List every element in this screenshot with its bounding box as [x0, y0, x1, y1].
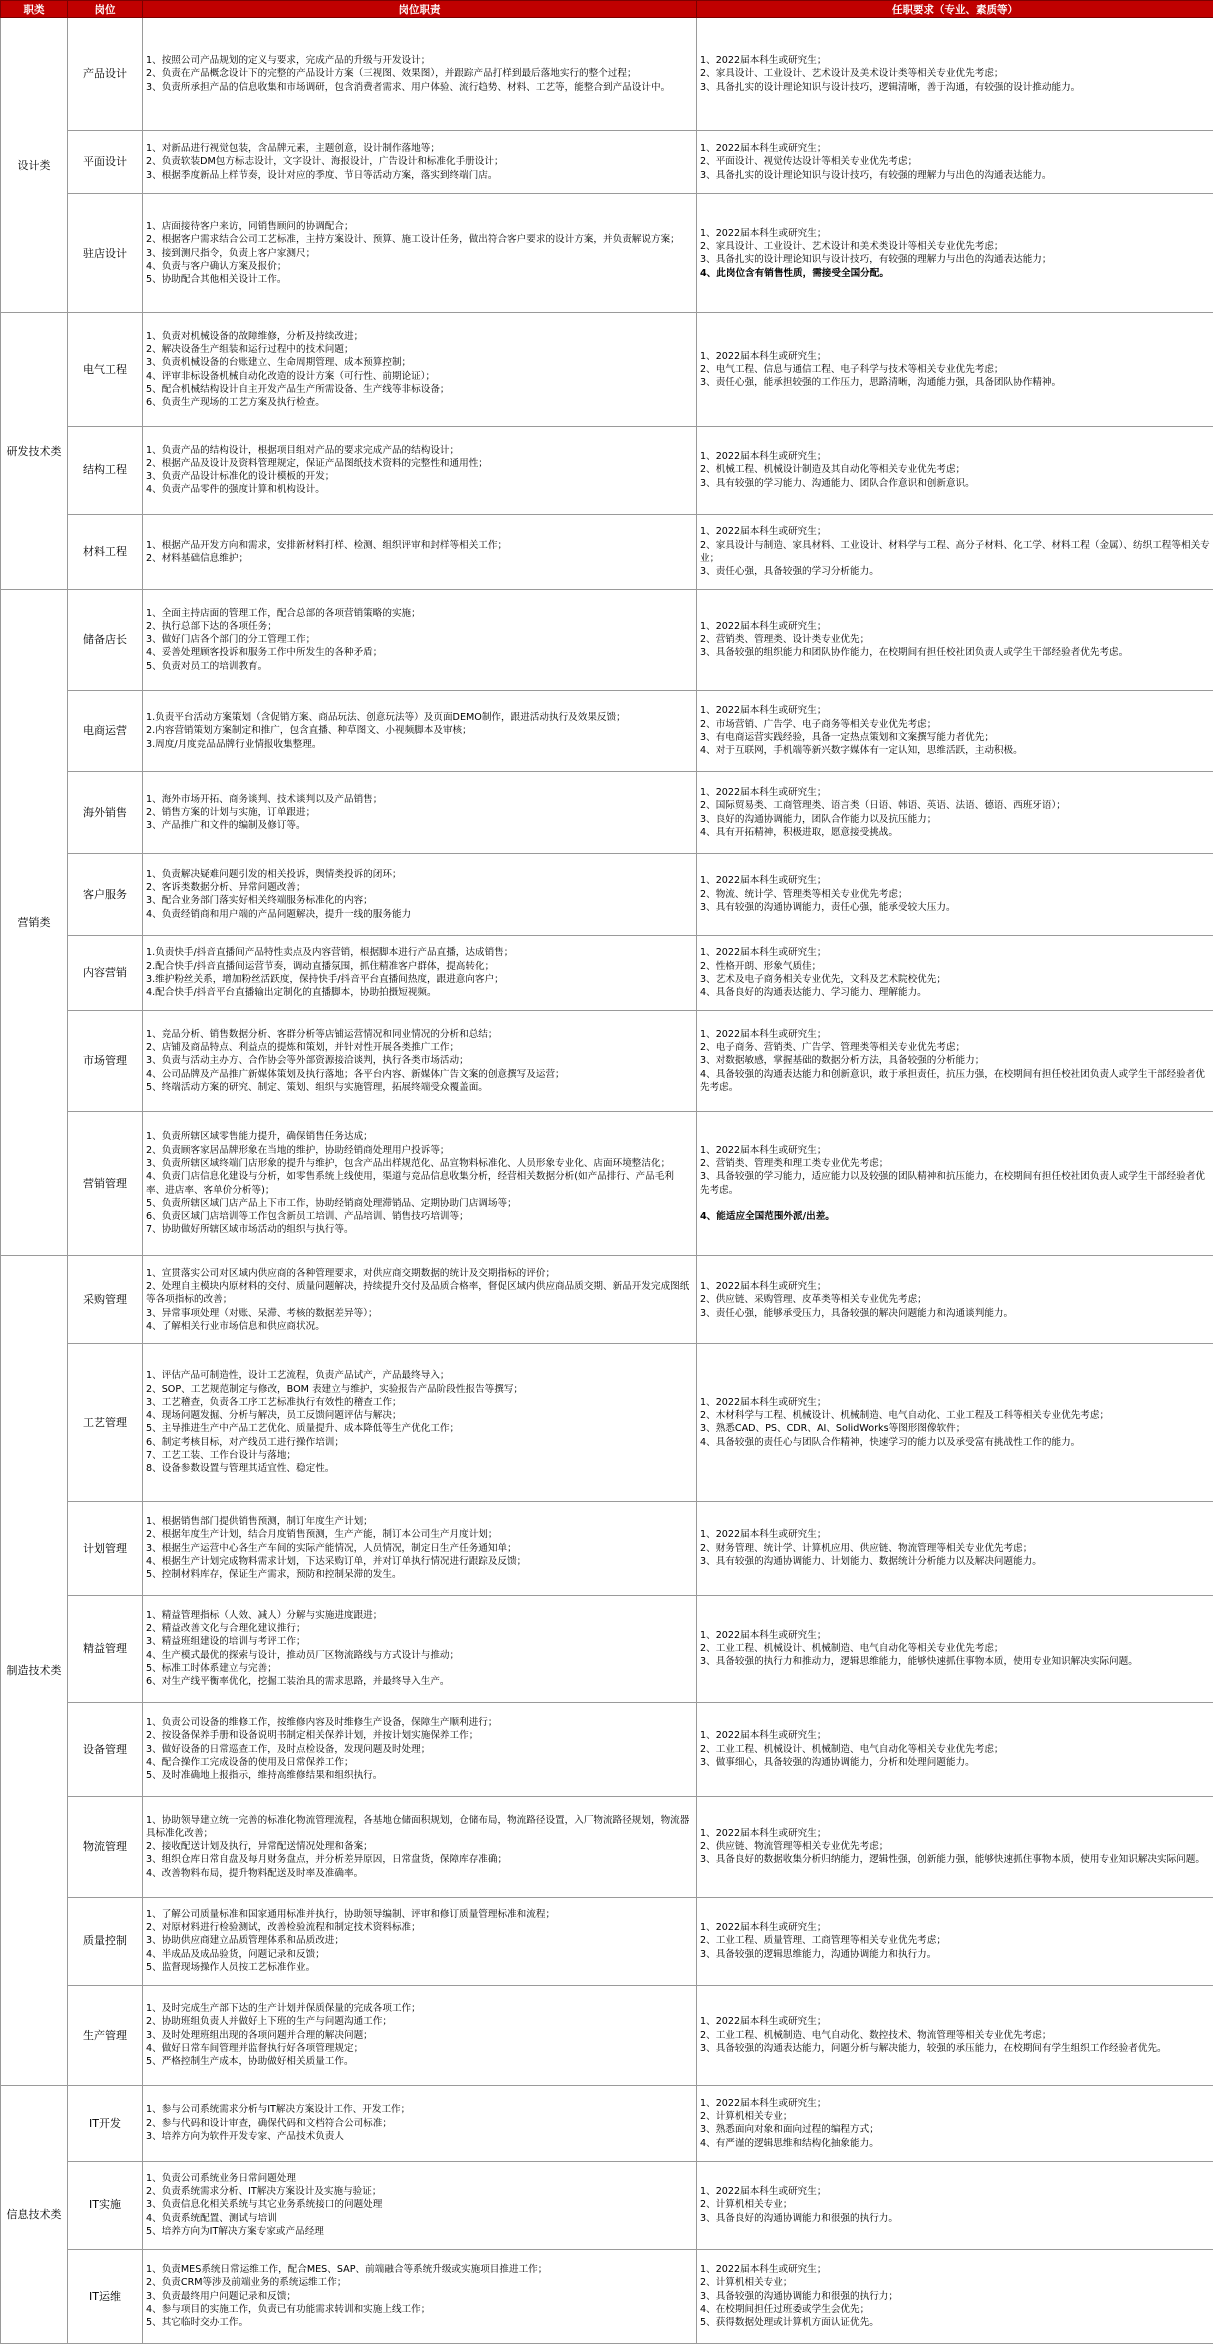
requirement-line: 2、工业工程、机械设计、机械制造、电气自动化等相关专业优先考虑；	[700, 1643, 1004, 1655]
requirements-cell	[697, 514, 1213, 589]
position-cell: 质量控制	[68, 1897, 143, 1985]
duty-line: 1、负责产品的结构设计，根据项目组对产品的要求完成产品的结构设计；	[146, 444, 460, 456]
duties-cell	[143, 1702, 697, 1796]
position-cell: 产品设计	[68, 18, 143, 131]
duty-line: 2、客诉类数据分析、异常问题改善；	[146, 882, 306, 894]
requirement-line: 2、国际贸易类、工商管理类、语言类（日语、韩语、英语、法语、德语、西班牙语）；	[700, 800, 1066, 812]
duty-line: 2、负责软装DM包方标志设计，文字设计、海报设计，广告设计和标准化手册设计；	[146, 156, 504, 168]
duty-line: 1、协助领导建立统一完善的标准化物流管理流程，各基地仓储面积规划，仓储布局，物流路径设置，入厂物流路径规划，物流器具标准化改善；	[146, 1814, 690, 1839]
requirement-line: 3、具备较强的沟通表达能力，问题分析与解决能力，较强的承压能力，在校期间有学生组织工作经验者优先。	[700, 2043, 1167, 2054]
duty-line: 1、海外市场开拓、商务谈判、技术谈判以及产品销售；	[146, 793, 383, 805]
duty-line: 5、培养方向为IT解决方案专家或产品经理	[146, 2226, 324, 2238]
requirement-line: 1、2022届本科生或研究生；	[700, 1028, 827, 1040]
duty-line: 2、解决设备生产组装和运行过程中的技术问题；	[146, 343, 354, 355]
requirement-line: 3、具备良好的数据收集分析归纳能力，逻辑性强，创新能力强，能够快速抓住事物本质，使用专业知识解决实际问题。	[700, 1854, 1205, 1866]
requirement-line: 4、此岗位含有销售性质，需接受全国分配。	[700, 267, 889, 279]
duty-line: 2、销售方案的计划与实施，订单跟进；	[146, 807, 316, 819]
duty-line: 2、按设备保养手册和设备说明书制定相关保养计划，并按计划实施保养工作；	[146, 1730, 479, 1742]
duty-line: 3.周度/月度竞品品牌行业情报收集整理。	[146, 738, 322, 750]
category-cell: 制造技术类	[1, 1256, 68, 2086]
position-cell: 电气工程	[68, 313, 143, 426]
requirements-cell	[697, 426, 1213, 514]
duty-line: 1、负责所辖区域零售能力提升，确保销售任务达成；	[146, 1131, 373, 1143]
duty-line: 5、控制材料库存，保证生产需求，预防和控制呆滞的发生。	[146, 1569, 402, 1581]
requirement-line: 5、获得数据处理或计算机方面认证优先。	[700, 2317, 879, 2329]
duty-line: 2、协助班组负责人并做好上下班的生产与问题沟通工作；	[146, 2016, 392, 2028]
duty-line: 4、参与项目的实施工作，负责已有功能需求转训和实施上线工作；	[146, 2303, 431, 2315]
duty-line: 4.配合快手/抖音平台直播输出定制化的直播脚本，协助拍摄短视频。	[146, 987, 437, 999]
duty-line: 4、配合操作工完成设备的使用及日常保养工作；	[146, 1756, 354, 1768]
duty-line: 1、全面主持店面的管理工作，配合总部的各项营销策略的实施；	[146, 607, 421, 619]
requirements-cell	[697, 1256, 1213, 1344]
table-row	[1, 935, 1213, 1010]
duties-cell	[143, 1796, 697, 1897]
position-cell: 市场管理	[68, 1011, 143, 1112]
duty-line: 1、负责公司系统业务日常问题处理	[146, 2172, 297, 2184]
duty-line: 5、负责所辖区域门店产品上下市工作，协助经销商处理滞销品、定期协助门店调场等；	[146, 1197, 517, 1209]
requirement-line: 2、计算机相关专业；	[700, 2199, 793, 2211]
duty-line: 3、工艺稽查，负责各工序工艺标准执行有效性的稽查工作；	[146, 1396, 402, 1408]
requirement-line: 3、熟悉面向对象和面向过程的编程方式；	[700, 2124, 879, 2136]
requirement-line: 2、家具设计与制造、家具材料、工业设计、材料学与工程、高分子材料、化工学、材料工程（金属）、纺织工程等相关专业；	[700, 539, 1210, 564]
duty-line: 5、其它临时交办工作。	[146, 2317, 249, 2329]
duties-cell	[143, 194, 697, 313]
duties-cell	[143, 1985, 697, 2086]
table-row	[1, 1897, 1213, 1985]
requirement-line: 2、电子商务、营销类、广告学、管理类等相关专业优先考虑；	[700, 1042, 966, 1054]
duty-line: 6、负责区域门店培训等工作包含新员工培训、产品培训、销售技巧培训等；	[146, 1211, 469, 1223]
header-category: 职类	[1, 1, 68, 18]
requirements-cell	[697, 590, 1213, 691]
duty-line: 2、执行总部下达的各项任务；	[146, 620, 277, 632]
requirement-line: 4、能适应全国范围外派/出差。	[700, 1211, 835, 1223]
requirement-line: 4、在校期间担任过班委或学生会优先；	[700, 2303, 870, 2315]
duty-line: 5、配合机械结构设计自主开发产品生产所需设备、生产线等非标设备；	[146, 383, 450, 395]
duty-line: 1、负责对机械设备的故障维修，分析及持续改进；	[146, 330, 364, 342]
duty-line: 4、负责经销商和用户端的产品问题解决，提升一线的服务能力	[146, 908, 412, 920]
requirements-cell	[697, 1501, 1213, 1595]
duties-cell	[143, 131, 697, 194]
duty-line: 2.内容营销策划方案制定和推广，包含直播、种草图文、小视频脚本及审核；	[146, 725, 472, 737]
requirement-line: 1、2022届本科生或研究生；	[700, 620, 827, 632]
table-row	[1, 1796, 1213, 1897]
requirement-line: 1、2022届本科生或研究生；	[700, 705, 827, 717]
position-cell: 采购管理	[68, 1256, 143, 1344]
header-position: 岗位	[68, 1, 143, 18]
requirement-line: 2、家具设计、工业设计、艺术设计及美术设计类等相关专业优先考虑；	[700, 68, 1004, 80]
requirements-cell	[697, 1344, 1213, 1501]
duties-cell	[143, 1501, 697, 1595]
table-row	[1, 1256, 1213, 1344]
duties-cell	[143, 313, 697, 426]
duty-line: 2、根据产品及设计及资料管理规定，保证产品图纸技术资料的完整性和通用性；	[146, 457, 488, 469]
requirement-line: 1、2022届本科生或研究生；	[700, 526, 827, 538]
requirement-line: 2、供应链、采购管理、皮革类等相关专业优先考虑；	[700, 1294, 927, 1306]
duties-cell	[143, 1256, 697, 1344]
position-cell: 工艺管理	[68, 1344, 143, 1501]
requirement-line: 3、具备较强的逻辑思维能力，沟通协调能力和执行力。	[700, 1948, 937, 1960]
position-cell: 设备管理	[68, 1702, 143, 1796]
duties-cell	[143, 690, 697, 772]
requirement-line: 3、具备较强的组织能力和团队协作能力，在校期间有担任校社团负责人或学生干部经验者优先考虑。	[700, 647, 1129, 659]
requirement-line: 2、计算机相关专业；	[700, 2111, 793, 2123]
requirement-line: 3、责任心强，能够承受压力，具备较强的解决问题能力和沟通谈判能力。	[700, 1307, 1014, 1319]
duty-line: 8、设备参数设置与管理其适宜性、稳定性。	[146, 1463, 335, 1475]
duty-line: 4、现场问题发掘、分析与解决，员工反馈问题评估与解决；	[146, 1410, 402, 1422]
table-row	[1, 1111, 1213, 1256]
duty-line: 1、负责解决疑难问题引发的相关投诉，舆情类投诉的闭环；	[146, 868, 402, 880]
requirement-line: 3、责任心强，能承担较强的工作压力，思路清晰，沟通能力强，具备团队协作精神。	[700, 377, 1062, 389]
table-row	[1, 1985, 1213, 2086]
duty-line: 5、标准工时体系建立与完善；	[146, 1663, 277, 1675]
duty-line: 2、对原材料进行检验测试，改善检验流程和制定技术资料标准；	[146, 1922, 421, 1934]
requirement-line: 3、良好的沟通协调能力，团队合作能力以及抗压能力；	[700, 813, 937, 825]
duty-line: 4、改善物料布局，提升物料配送及时率及准确率。	[146, 1867, 364, 1879]
requirement-line: 1、2022届本科生或研究生；	[700, 1529, 827, 1541]
table-row	[1, 590, 1213, 691]
table-row	[1, 18, 1213, 131]
position-cell: 材料工程	[68, 514, 143, 589]
requirements-cell	[697, 935, 1213, 1010]
requirement-line: 2、财务管理、统计学、计算机应用、供应链、物流管理等相关专业优先考虑；	[700, 1542, 1033, 1554]
duties-cell	[143, 18, 697, 131]
duty-line: 5、终端活动方案的研究、制定、策划、组织与实施管理，拓展终端受众覆盖面。	[146, 1081, 488, 1093]
duty-line: 3、异常事项处理（对账、呆滞、考核的数据差异等）；	[146, 1307, 378, 1319]
requirement-line: 2、性格开朗、形象气质佳；	[700, 960, 822, 972]
duty-line: 3、及时处理班组出现的各项问题并合理的解决问题；	[146, 2029, 373, 2041]
duty-line: 2、根据客户需求结合公司工艺标准，主持方案设计、预算、施工设计任务，做出符合客户要求的设计方案，并负责解说方案；	[146, 234, 680, 246]
requirement-line: 1、2022届本科生或研究生；	[700, 350, 827, 362]
duty-line: 3、负责机械设备的台账建立、生命周期管理、成本预算控制；	[146, 357, 412, 369]
duty-line: 3、负责产品设计标准化的设计模板的开发；	[146, 471, 335, 483]
duty-line: 2、材料基础信息维护；	[146, 552, 249, 564]
requirements-cell	[697, 1897, 1213, 1985]
position-cell: 结构工程	[68, 426, 143, 514]
duties-cell	[143, 1897, 697, 1985]
requirement-line: 1、2022届本科生或研究生；	[700, 875, 827, 887]
requirements-cell	[697, 772, 1213, 854]
requirements-cell	[697, 2086, 1213, 2161]
duty-line: 3、组织仓库日常自盘及每月财务盘点，并分析差异原因，日常盘货，保障库存准确；	[146, 1854, 508, 1866]
duty-line: 2、接收配送计划及执行，异常配送情况处理和备案；	[146, 1841, 373, 1853]
duty-line: 3、产品推广和文件的编制及修订等。	[146, 820, 306, 832]
requirements-cell	[697, 1011, 1213, 1112]
requirement-line: 1、2022届本科生或研究生；	[700, 1396, 827, 1408]
requirement-line: 2、营销类、管理类、设计类专业优先；	[700, 634, 870, 646]
duty-line: 2、处理自主模块内原材料的交付、质量问题解决，持续提升交付及品质合格率，督促区域内供应商品质交期、新品开发完成图纸等各项指标的改善；	[146, 1280, 690, 1306]
position-cell: 平面设计	[68, 131, 143, 194]
requirement-line: 4、具备较强的责任心与团队合作精神，快速学习的能力以及承受富有挑战性工作的能力。	[700, 1436, 1081, 1448]
duty-line: 2、负责顾客家居品牌形象在当地的维护，协助经销商处理用户投诉等；	[146, 1144, 450, 1156]
requirements-cell	[697, 1985, 1213, 2086]
requirement-line: 3、具有较强的学习能力、沟通能力、团队合作意识和创新意识。	[700, 477, 975, 489]
duty-line: 1、评估产品可制造性，设计工艺流程，负责产品试产，产品最终导入；	[146, 1370, 450, 1382]
table-row	[1, 690, 1213, 772]
duty-line: 7、协助做好所辖区域市场活动的组织与执行等。	[146, 1224, 354, 1236]
duty-line: 1、负责公司设备的维修工作，按维修内容及时维修生产设备，保障生产顺利进行；	[146, 1717, 498, 1729]
duty-line: 4、公司品牌及产品推广新媒体策划及执行落地；各平台内容、新媒体广告文案的创意撰写及运营；	[146, 1068, 565, 1080]
requirement-line: 3、具有较强的沟通协调能力，责任心强，能承受较大压力。	[700, 902, 956, 914]
duty-line: 5、主导推进生产中产品工艺优化、质量提升、成本降低等生产优化工作；	[146, 1423, 460, 1435]
requirement-line: 1、2022届本科生或研究生；	[700, 2097, 827, 2109]
duties-cell	[143, 1011, 697, 1112]
duty-line: 3、根据季度新品上样节奏，设计对应的季度、节日等活动方案，落实到终端门店。	[146, 169, 498, 181]
requirements-cell	[697, 854, 1213, 936]
requirement-line	[700, 1197, 1210, 1210]
duty-line: 1、及时完成生产部下达的生产计划并保质保量的完成各项工作；	[146, 2003, 421, 2015]
duty-line: 2、店铺及商品特点、利益点的提炼和策划，并针对性开展各类推广工作；	[146, 1042, 460, 1054]
table-row	[1, 2161, 1213, 2249]
table-row	[1, 2086, 1213, 2161]
category-cell: 信息技术类	[1, 2086, 68, 2344]
duty-line: 1、店面接待客户来访，同销售顾问的协调配合；	[146, 220, 354, 232]
requirement-line: 1、2022届本科生或研究生；	[700, 2186, 827, 2198]
table-row	[1, 1501, 1213, 1595]
duties-cell	[143, 2086, 697, 2161]
table-body	[1, 18, 1213, 2344]
position-cell: 营销管理	[68, 1111, 143, 1256]
duty-line: 4、生产模式最优的探索与设计，推动员厂区物流路线与方式设计与推动；	[146, 1649, 460, 1661]
duty-line: 1、负责MES系统日常运维工作，配合MES、SAP、前端融合等系统升级或实施项目推进工作；	[146, 2264, 548, 2276]
table-row	[1, 313, 1213, 426]
requirement-line: 3、具备较强的沟通协调能力和很强的执行力；	[700, 2290, 898, 2302]
requirement-line: 1、2022届本科生或研究生；	[700, 227, 827, 239]
requirement-line: 1、2022届本科生或研究生；	[700, 143, 827, 155]
duty-line: 1.负责快手/抖音直播间产品特性卖点及内容营销，根据脚本进行产品直播，达成销售；	[146, 947, 514, 959]
duty-line: 1、根据产品开发方向和需求，安排新材料打样、检测、组织评审和封样等相关工作；	[146, 539, 508, 551]
duty-line: 1、按照公司产品规划的定义与要求，完成产品的升级与开发设计；	[146, 55, 431, 67]
table-row	[1, 2249, 1213, 2343]
requirement-line: 3、具备较强的执行力和推动力，逻辑思维能力，能够快速抓住事物本质，使用专业知识解决实际问题。	[700, 1656, 1138, 1668]
position-cell: 物流管理	[68, 1796, 143, 1897]
duties-cell	[143, 772, 697, 854]
requirement-line: 1、2022届本科生或研究生；	[700, 1730, 827, 1742]
position-cell: IT实施	[68, 2161, 143, 2249]
table-row	[1, 131, 1213, 194]
duty-line: 4、妥善处理顾客投诉和服务工作中所发生的各种矛盾；	[146, 647, 383, 659]
requirements-cell	[697, 1595, 1213, 1702]
duties-cell	[143, 426, 697, 514]
category-cell: 设计类	[1, 18, 68, 313]
requirements-cell	[697, 1796, 1213, 1897]
duty-line: 4、负责门店信息化建设与分析，如零售系统上线使用，渠道与竞品信息收集分析，经营相关数据分析(如产品排行、产品毛利率、进店率、客单价分析等)；	[146, 1171, 674, 1196]
duty-line: 1、精益管理指标（人效、减人）分解与实施进度跟进；	[146, 1609, 383, 1621]
duty-line: 4、负责产品零件的强度计算和机构设计。	[146, 484, 325, 496]
position-cell: 驻店设计	[68, 194, 143, 313]
duty-line: 4、评审非标设备机械自动化改造的设计方案（可行性、前期论证）；	[146, 370, 436, 382]
duty-line: 3、精益班组建设的培训与考评工作；	[146, 1636, 306, 1648]
duty-line: 2、负责在产品概念设计下的完整的产品设计方案（三视图、效果图），并跟踪产品打样到最后落地实行的整个过程；	[146, 68, 637, 80]
position-cell: 精益管理	[68, 1595, 143, 1702]
requirement-line: 3、责任心强，具备较强的学习分析能力。	[700, 566, 879, 578]
requirement-line: 4、具备较强的沟通表达能力和创新意识，敢于承担责任，抗压力强，在校期间有担任校社团负责人或学生干部经验者优先考虑。	[700, 1068, 1205, 1093]
duty-line: 3、负责信息化相关系统与其它业务系统接口的问题处理	[146, 2199, 383, 2211]
requirements-cell	[697, 313, 1213, 426]
requirements-cell	[697, 1111, 1213, 1256]
duty-line: 4、负责系统配置、测试与培训	[146, 2212, 277, 2224]
requirement-line: 1、2022届本科生或研究生；	[700, 1280, 827, 1292]
requirement-line: 2、电气工程、信息与通信工程、电子科学与技术等相关专业优先考虑；	[700, 363, 1004, 375]
duty-line: 3、协助供应商建立品质管理体系和品质改进；	[146, 1935, 344, 1947]
position-cell: 电商运营	[68, 690, 143, 772]
duty-line: 1、根据销售部门提供销售预测，制订年度生产计划；	[146, 1515, 373, 1527]
duty-line: 2、参与代码和设计审查，确保代码和文档符合公司标准；	[146, 2117, 392, 2129]
requirement-line: 1、2022届本科生或研究生；	[700, 55, 827, 67]
table-row	[1, 854, 1213, 936]
duty-line: 1、竞品分析、销售数据分析、客群分析等店铺运营情况和同业情况的分析和总结；	[146, 1028, 498, 1040]
duty-line: 4、了解相关行业市场信息和供应商状况。	[146, 1320, 325, 1332]
duties-cell	[143, 1595, 697, 1702]
duty-line: 1.负责平台活动方案策划（含促销方案、商品玩法、创意玩法等）及页面DEMO制作，跟进活动执行及效果反馈；	[146, 712, 626, 724]
duty-line: 2、精益改善文化与合理化建议推行；	[146, 1623, 306, 1635]
requirement-line: 4、具有开拓精神，积极进取，愿意接受挑战。	[700, 827, 898, 838]
requirement-line: 2、平面设计、视觉传达设计等相关专业优先考虑；	[700, 156, 918, 168]
duties-cell	[143, 854, 697, 936]
duty-line: 6、负责生产现场的工艺方案及执行检查。	[146, 397, 325, 409]
requirements-cell	[697, 2161, 1213, 2249]
requirements-cell	[697, 2249, 1213, 2343]
requirement-line: 3、具备良好的沟通协调能力和很强的执行力。	[700, 2212, 898, 2224]
position-cell: 内容营销	[68, 935, 143, 1010]
requirement-line: 1、2022届本科生或研究生；	[700, 2264, 827, 2276]
duty-line: 2、根据年度生产计划，结合月度销售预测，生产产能，制订本公司生产月度计划；	[146, 1529, 498, 1541]
requirement-line: 2、供应链、物流管理等相关专业优先考虑；	[700, 1841, 889, 1853]
duty-line: 2、负责系统需求分析、IT解决方案设计及实施与验证；	[146, 2186, 382, 2198]
duty-line: 3、负责所辖区域终端门店形象的提升与维护，包含产品出样规范化、品宣物料标准化、人员形象专业化、店面环境整洁化；	[146, 1157, 671, 1169]
requirement-line: 3、具备扎实的设计理论知识与设计技巧，逻辑清晰，善于沟通，有较强的设计推动能力。	[700, 81, 1081, 93]
duties-cell	[143, 935, 697, 1010]
requirement-line: 2、工业工程、机械设计、机械制造、电气自动化等相关专业优先考虑；	[700, 1743, 1004, 1755]
duty-line: 3、培养方向为软件开发专家、产品技术负责人	[146, 2131, 344, 2142]
header-duties: 岗位职责	[143, 1, 697, 18]
duties-cell	[143, 2249, 697, 2343]
header-requirements: 任职要求（专业、素质等）	[697, 1, 1213, 18]
requirement-line: 1、2022届本科生或研究生；	[700, 1629, 827, 1641]
duty-line: 2、SOP、工艺规范制定与修改，BOM 表建立与维护，实验报告产品阶段性报告等撰写；	[146, 1383, 524, 1395]
duty-line: 3、负责最终用户问题记录和反馈；	[146, 2290, 297, 2302]
duties-cell	[143, 514, 697, 589]
duty-line: 5、严格控制生产成本，协助做好相关质量工作。	[146, 2056, 354, 2068]
duty-line: 4、负责与客户确认方案及报价；	[146, 260, 287, 272]
table-row	[1, 1595, 1213, 1702]
duty-line: 3、配合业务部门落实好相关终端服务标准化的内容；	[146, 895, 373, 907]
requirement-line: 1、2022届本科生或研究生；	[700, 787, 827, 799]
duty-line: 3、做好门店各个部门的分工管理工作；	[146, 634, 316, 646]
requirement-line: 4、有严谨的逻辑思维和结构化抽象能力。	[700, 2137, 879, 2149]
requirement-line: 1、2022届本科生或研究生；	[700, 1827, 827, 1839]
header-row	[1, 1, 1213, 18]
requirement-line: 1、2022届本科生或研究生；	[700, 1922, 827, 1934]
duty-line: 5、监督现场操作人员按工艺标准作业。	[146, 1962, 316, 1973]
requirement-line: 3、具备较强的学习能力，适应能力以及较强的团队精神和抗压能力，在校期间有担任校社团负责人或学生干部经验者优先考虑。	[700, 1171, 1205, 1196]
duty-line: 4、根据生产计划完成物料需求计划，下达采购订单，并对订单执行情况进行跟踪及反馈；	[146, 1555, 527, 1567]
table-row	[1, 514, 1213, 589]
requirement-line: 2、物流、统计学、管理类等相关专业优先考虑；	[700, 888, 908, 900]
category-cell: 研发技术类	[1, 313, 68, 590]
table-row	[1, 1011, 1213, 1112]
requirement-line: 3、具有较强的沟通协调能力、计划能力、数据统计分析能力以及解决问题能力。	[700, 1555, 1042, 1567]
requirement-line: 2、市场营销、广告学、电子商务等相关专业优先考虑；	[700, 718, 937, 730]
duty-line: 2、负责CRM等涉及前端业务的系统运维工作；	[146, 2277, 347, 2289]
requirement-line: 3、具备扎实的设计理论知识与设计技巧，有较强的理解力与出色的沟通表达能力。	[700, 169, 1052, 181]
requirement-line: 3、熟悉CAD、PS、CDR、AI、SolidWorks等图形图像软件；	[700, 1423, 966, 1435]
position-cell: 客户服务	[68, 854, 143, 936]
duty-line: 6、对生产线平衡率优化，挖掘工装治具的需求思路，并最终导入生产。	[146, 1676, 450, 1688]
position-cell: 计划管理	[68, 1501, 143, 1595]
position-cell: IT开发	[68, 2086, 143, 2161]
duty-line: 7、工艺工装、工作台设计与落地；	[146, 1450, 297, 1462]
requirement-line: 2、木材科学与工程、机械设计、机械制造、电气自动化、工业工程及工科等相关专业优先考虑；	[700, 1410, 1110, 1422]
requirements-cell	[697, 690, 1213, 772]
requirement-line: 3、具备扎实的设计理论知识与设计技巧，有较强的理解力与出色的沟通表达能力；	[700, 254, 1052, 266]
requirement-line: 1、2022届本科生或研究生；	[700, 947, 827, 959]
requirement-line: 3、做事细心，具备较强的沟通协调能力，分析和处理问题能力。	[700, 1756, 975, 1768]
duty-line: 3.维护粉丝关系，增加粉丝活跃度，保持快手/抖音平台直播间热度，跟进意向客户；	[146, 974, 504, 985]
duty-line: 2.配合快手/抖音直播间运营节奏，调动直播氛围，抓住精准客户群体，提高转化；	[146, 960, 495, 972]
duties-cell	[143, 1111, 697, 1256]
table-row	[1, 426, 1213, 514]
requirement-line: 3、对数据敏感，掌握基础的数据分析方法，具备较强的分析能力；	[700, 1055, 985, 1067]
requirement-line: 1、2022届本科生或研究生；	[700, 1144, 827, 1156]
requirement-line: 1、2022届本科生或研究生；	[700, 451, 827, 463]
duties-cell	[143, 590, 697, 691]
duty-line: 5、及时准确地上报指示，维持高维修结果和组织执行。	[146, 1770, 383, 1782]
table-row	[1, 1344, 1213, 1501]
requirement-line: 4、对于互联网，手机端等新兴数字媒体有一定认知，思维活跃，主动积极。	[700, 745, 1023, 757]
requirement-line: 4、具备良好的沟通表达能力、学习能力、理解能力。	[700, 987, 927, 999]
requirement-line: 3、有电商运营实践经验，具备一定热点策划和文案撰写能力者优先；	[700, 731, 994, 743]
duty-line: 3、接到测尺指令，负责上客户家测尺；	[146, 247, 316, 259]
duty-line: 5、负责对员工的培训教育。	[146, 660, 268, 672]
category-cell: 营销类	[1, 590, 68, 1256]
requirement-line: 2、工业工程、机械制造、电气自动化、数控技术、物流管理等相关专业优先考虑；	[700, 2029, 1052, 2041]
requirement-line: 2、家具设计、工业设计、艺术设计和美术类设计等相关专业优先考虑；	[700, 240, 1004, 252]
duties-cell	[143, 1344, 697, 1501]
duty-line: 1、了解公司质量标准和国家通用标准并执行，协助领导编制、评审和修订质量管理标准和流程；	[146, 1908, 556, 1920]
requirement-line: 2、计算机相关专业；	[700, 2277, 793, 2289]
requirement-line: 2、工业工程、质量管理、工商管理等相关专业优先考虑；	[700, 1935, 946, 1947]
duty-line: 3、做好设备的日常巡查工作，及时点检设备，发现问题及时处理；	[146, 1743, 431, 1755]
duties-cell	[143, 2161, 697, 2249]
duty-line: 3、负责所承担产品的信息收集和市场调研，包含消费者需求、用户体验、流行趋势、材料、工艺等，能整合到产品设计中。	[146, 81, 671, 93]
requirement-line: 3、艺术及电子商务相关专业优先，文科及艺术院校优先；	[700, 974, 946, 985]
duty-line: 5、协助配合其他相关设计工作。	[146, 274, 287, 286]
requirement-line: 2、机械工程、机械设计制造及其自动化等相关专业优先考虑；	[700, 464, 966, 476]
duty-line: 4、半成品及成品验货，问题记录和反馈；	[146, 1948, 325, 1960]
table-row	[1, 194, 1213, 313]
duty-line: 6、制定考核目标，对产线员工进行操作培训；	[146, 1436, 344, 1448]
duty-line: 1、参与公司系统需求分析与IT解决方案设计工作、开发工作；	[146, 2104, 411, 2116]
table-row	[1, 1702, 1213, 1796]
position-cell: 海外销售	[68, 772, 143, 854]
position-cell: IT运维	[68, 2249, 143, 2343]
position-cell: 生产管理	[68, 1985, 143, 2086]
requirements-cell	[697, 1702, 1213, 1796]
duty-line: 3、根据生产运营中心各生产车间的实际产能情况，人员情况，制定日生产任务通知单；	[146, 1542, 517, 1554]
requirements-cell	[697, 18, 1213, 131]
requirement-line: 2、营销类、管理类和理工类专业优先考虑；	[700, 1158, 889, 1170]
duty-line: 1、宣贯落实公司对区域内供应商的各种管理要求，对供应商交期数据的统计及交期指标的评价；	[146, 1267, 556, 1279]
requirements-cell	[697, 131, 1213, 194]
requirement-line: 1、2022届本科生或研究生；	[700, 2016, 827, 2028]
duty-line: 3、负责与活动主办方、合作协会等外部资源接洽谈判，执行各类市场活动；	[146, 1055, 469, 1067]
duty-line: 1、对新品进行视觉包装，含品牌元素，主题创意，设计制作落地等；	[146, 143, 440, 155]
duty-line: 4、做好日常车间管理并监督执行好各项管理规定；	[146, 2043, 364, 2054]
position-cell: 储备店长	[68, 590, 143, 691]
table-row	[1, 772, 1213, 854]
requirements-cell	[697, 194, 1213, 313]
